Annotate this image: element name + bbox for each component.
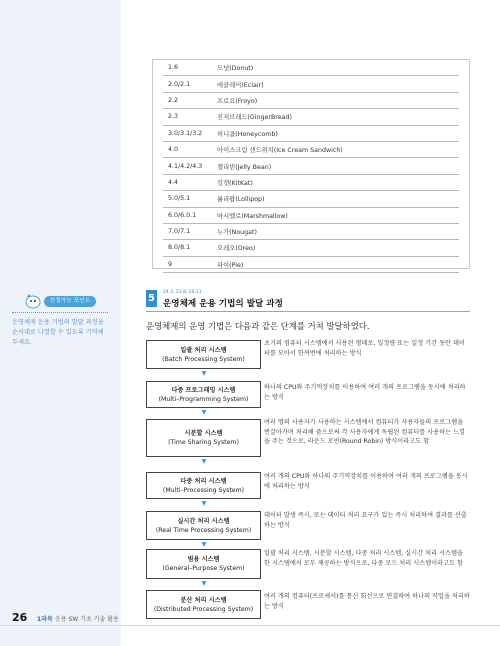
version-number: 2.3: [163, 109, 212, 125]
version-codename: 오레오(Oreo): [212, 240, 459, 256]
version-row: [163, 141, 459, 157]
flow-step-subtitle: (Multi–Programming System): [158, 395, 249, 403]
down-arrow-icon: ▼: [201, 580, 207, 587]
version-number: 4.1/4.2/4.3: [163, 158, 212, 174]
version-number: 3.0/3.1/3.2: [163, 125, 212, 141]
flow-step-description: 여러 개의 컴퓨터(프로세서)를 통신 회선으로 연결하여 하나의 작업을 처리하는 방식: [264, 593, 470, 610]
version-codename: 파이(Pie): [212, 256, 459, 272]
flow-step-title: 실시간 처리 시스템: [177, 517, 230, 525]
flow-step-box: [146, 590, 261, 619]
flow-step-subtitle: (General–Purpose System): [162, 565, 245, 572]
version-codename: 도넛(Donut): [212, 60, 459, 76]
version-row: [163, 174, 459, 190]
flow-step-title: 시분할 시스템: [184, 430, 223, 437]
flow-step-title: 분산 처리 시스템: [180, 596, 227, 604]
version-codename: 롤리팝(Lollipop): [212, 191, 459, 207]
flow-step-subtitle: (Real Time Processing System): [155, 526, 252, 534]
flow-step-box: [146, 511, 261, 540]
version-number: 5.0/5.1: [163, 191, 212, 207]
down-arrow-icon: ▼: [201, 500, 207, 507]
version-row: [163, 125, 459, 141]
flow-step-title: 다중 처리 시스템: [180, 477, 227, 485]
page-number: 26: [12, 611, 28, 624]
flow-step-description: 초기의 컴퓨터 시스템에서 사용된 형태로, 일정량 또는 일정 기간 동안 데이터를 모아서 한꺼번에 처리하는 방식: [264, 340, 465, 357]
flow-step-title: 일괄 처리 시스템: [180, 346, 227, 354]
version-number: 4.0: [163, 141, 212, 157]
note-divider: [12, 312, 108, 313]
flow-step-description: 여러 명의 사용자가 사용하는 시스템에서 컴퓨터가 사용자들의 프로그램을 번갈아가며 처리해 줌으로써 각 사용자에게 독립된 컴퓨터를 사용하는 느낌을 주는 것으로, 라운드 로빈(Round Robin) 방식이라고도 함: [264, 419, 466, 446]
section-divider: [146, 311, 470, 312]
flow-step-box: [146, 549, 261, 579]
version-codename: 진저브레드(GingerBread): [212, 109, 459, 125]
version-codename: 킷캣(KitKat): [212, 174, 459, 190]
down-arrow-icon: ▼: [201, 409, 207, 416]
version-row: [163, 207, 459, 223]
flow-step-box: [146, 419, 261, 457]
version-row: [163, 223, 459, 239]
version-row: [163, 60, 459, 76]
version-codename: 누가(Nougat): [212, 223, 459, 239]
flow-step-description: 데이터 발생 즉시, 또는 데이터 처리 요구가 있는 즉시 처리하여 결과를 산출하는 방식: [264, 512, 467, 529]
version-codename: 에클레어(Eclair): [212, 76, 459, 92]
version-number: 6.0/6.0.1: [163, 207, 212, 223]
version-row: [163, 158, 459, 174]
version-number: 2.2: [163, 92, 212, 108]
down-arrow-icon: ▼: [201, 370, 207, 377]
note-badge: 친절가능 포인트: [44, 296, 96, 307]
version-number: 4.4: [163, 174, 212, 190]
footer-chapter: 1과목: [37, 616, 53, 623]
version-number: 1.6: [163, 60, 212, 76]
footer-title: 응용 SW 기초 기술 활용: [55, 616, 119, 623]
version-number: 9: [163, 256, 212, 272]
version-row: [163, 256, 459, 272]
version-codename: 아이스크림 샌드위치(Ice Cream Sandwich): [212, 141, 459, 157]
mascot-icon: [24, 293, 46, 309]
flow-step-description: 일괄 처리 시스템, 시분할 시스템, 다중 처리 시스템, 실시간 처리 시스템을 한 시스템에서 모두 제공하는 방식으로, 다중 모드 처리 시스템이라고도 함: [264, 550, 463, 567]
footer-divider: [0, 625, 500, 626]
version-row: [163, 92, 459, 108]
flow-step-description: 여러 개의 CPU와 하나의 주기억장치를 이용하여 여러 개의 프로그램을 동시에 처리하는 방식: [264, 473, 468, 490]
note-text: 운영체제 운용 기법의 발달 과정을 순서대로 나열할 수 있도록 기억해 두세요.: [12, 319, 104, 346]
flow-step-subtitle: (Time Sharing System): [168, 439, 239, 446]
down-arrow-icon: ▼: [201, 458, 207, 465]
version-number: 8.0/8.1: [163, 240, 212, 256]
section-title: 운영체제 운용 기법의 발달 과정: [163, 299, 283, 309]
android-version-table: [152, 59, 470, 269]
section-exam-dates: 24.3, 23.8, 20.11: [163, 290, 202, 295]
flow-step-title: 범용 시스템: [187, 556, 220, 563]
version-codename: 마시멜로(Marshmallow): [212, 207, 459, 223]
flow-step-subtitle: (Multi–Processing System): [162, 486, 245, 494]
version-codename: 젤리빈(Jelly Bean): [212, 158, 459, 174]
section-intro: 운영체제의 운영 기법은 다음과 같은 단계를 거쳐 발달하였다.: [146, 321, 370, 331]
version-codename: 허니콤(Honeycomb): [212, 125, 459, 141]
section-number: 5: [146, 290, 157, 307]
flow-step-title: 다중 프로그래밍 시스템: [171, 386, 236, 394]
flow-step-box: [146, 472, 261, 499]
version-row: [163, 76, 459, 92]
flow-step-subtitle: (Batch Processing System): [162, 355, 245, 363]
version-number: 7.0/7.1: [163, 223, 212, 239]
flow-step-description: 하나의 CPU와 주기억장치를 이용하여 여러 개의 프로그램을 동시에 처리하는 방식: [264, 384, 466, 401]
version-number: 2.0/2.1: [163, 76, 212, 92]
version-row: [163, 240, 459, 256]
version-row: [163, 109, 459, 125]
flow-step-box: [146, 381, 261, 408]
version-row: [163, 191, 459, 207]
version-codename: 프로요(Froyo): [212, 92, 459, 108]
down-arrow-icon: ▼: [201, 541, 207, 548]
flow-step-box: [146, 340, 261, 369]
flow-step-subtitle: (Distributed Processing System): [153, 605, 254, 613]
